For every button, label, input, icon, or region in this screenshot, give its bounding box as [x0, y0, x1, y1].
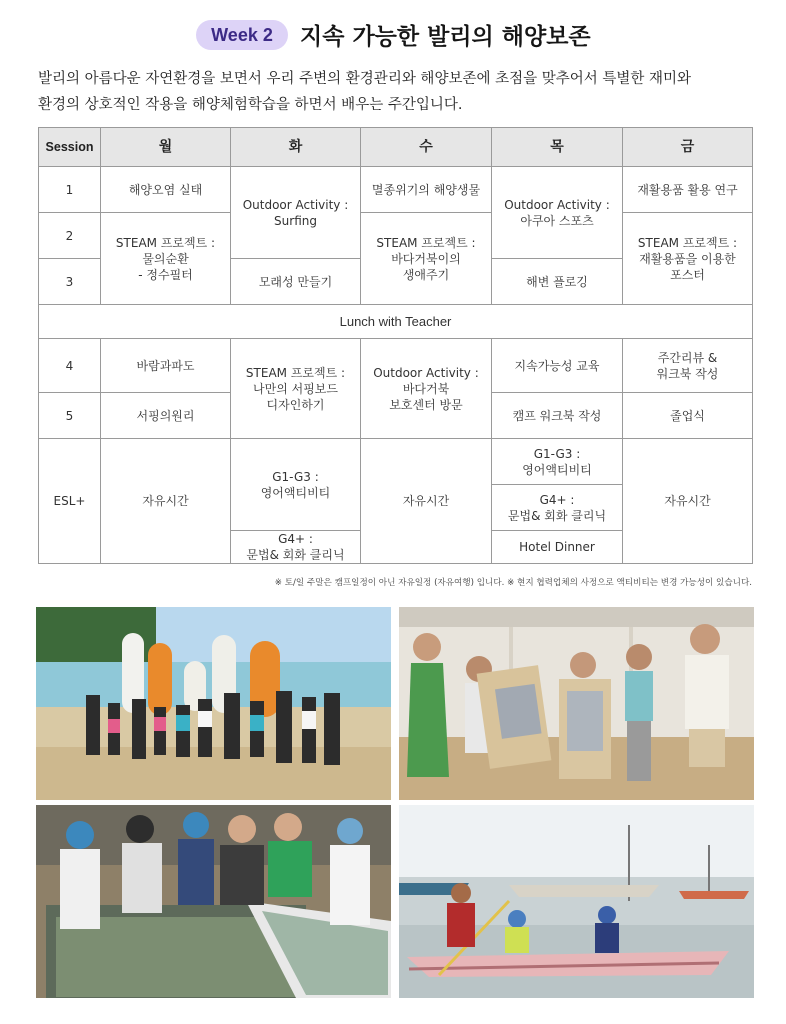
session-number: ESL+	[39, 439, 101, 564]
thu-esl-a: G1-G3 : 영어액티비티	[492, 439, 623, 485]
week-badge: Week 2	[196, 20, 288, 50]
session-number: 5	[39, 393, 101, 439]
thu-session-5: 캠프 워크북 작성	[492, 393, 623, 439]
page-title: 지속 가능한 발리의 해양보존	[300, 24, 591, 50]
tue-session-4-5: STEAM 프로젝트 : 나만의 서핑보드 디자인하기	[231, 339, 361, 439]
header-wed: 수	[361, 128, 492, 167]
header-fri: 금	[623, 128, 753, 167]
header-session: Session	[39, 128, 101, 167]
tue-session-3: 모래성 만들기	[231, 259, 361, 305]
footnote: ※ 토/일 주말은 캠프일정이 아닌 자유일정 (자유여행) 입니다. ※ 현지 협력업체의 사정으로 액티비티는 변경 가능성이 있습니다.	[274, 578, 752, 588]
session-number: 4	[39, 339, 101, 393]
turtle-center-photo	[36, 805, 391, 998]
header-thu: 목	[492, 128, 623, 167]
thu-session-3: 해변 플로깅	[492, 259, 623, 305]
session-number: 3	[39, 259, 101, 305]
wed-esl: 자유시간	[361, 439, 492, 564]
mon-session-2-3: STEAM 프로젝트 : 물의순환 - 정수필터	[101, 213, 231, 305]
fri-session-2-3: STEAM 프로젝트 : 재활용품을 이용한 포스터	[623, 213, 753, 305]
thu-esl-b: G4+ : 문법& 회화 클리닉	[492, 485, 623, 531]
mon-session-4: 바람과파도	[101, 339, 231, 393]
intro-paragraph	[38, 66, 758, 118]
table-row	[39, 213, 753, 259]
intro-line-1: 발리의 아름다운 자연환경을 보면서 우리 주변의 환경관리와 해양보존에 초점을 맞추어서 특별한 재미와	[38, 71, 691, 87]
wed-session-4-5: Outdoor Activity : 바다거북 보호센터 방문	[361, 339, 492, 439]
schedule-table	[38, 127, 753, 564]
mon-session-1: 해양오염 실태	[101, 167, 231, 213]
mon-session-5: 서핑의원리	[101, 393, 231, 439]
lunch-row	[39, 305, 753, 339]
table-header-row	[39, 128, 753, 167]
table-row	[39, 167, 753, 213]
fri-session-4: 주간리뷰 & 워크북 작성	[623, 339, 753, 393]
fri-session-5: 졸업식	[623, 393, 753, 439]
thu-esl-c: Hotel Dinner	[492, 531, 623, 564]
tue-session-1-2: Outdoor Activity : Surfing	[231, 167, 361, 259]
table-row	[39, 439, 753, 485]
header-mon: 월	[101, 128, 231, 167]
recycling-poster-photo	[399, 607, 754, 800]
fri-session-1: 재활용품 활용 연구	[623, 167, 753, 213]
lunch-cell: Lunch with Teacher	[39, 305, 753, 339]
wed-session-2-3: STEAM 프로젝트 : 바다거북이의 생애주기	[361, 213, 492, 305]
session-number: 1	[39, 167, 101, 213]
wed-session-1: 멸종위기의 해양생물	[361, 167, 492, 213]
thu-session-1-2: Outdoor Activity : 아쿠아 스포츠	[492, 167, 623, 259]
table-row	[39, 339, 753, 393]
header-tue: 화	[231, 128, 361, 167]
mon-esl: 자유시간	[101, 439, 231, 564]
tue-esl-a: G1-G3 : 영어액티비티	[231, 439, 361, 531]
thu-session-4: 지속가능성 교육	[492, 339, 623, 393]
intro-line-2: 환경의 상호적인 작용을 해양체험학습을 하면서 배우는 주간입니다.	[38, 97, 463, 113]
fri-esl: 자유시간	[623, 439, 753, 564]
session-number: 2	[39, 213, 101, 259]
kayak-photo	[399, 805, 754, 998]
beach-surfing-photo	[36, 607, 391, 800]
page-header	[0, 14, 786, 54]
tue-esl-b: G4+ : 문법& 회화 클리닉	[231, 531, 361, 564]
